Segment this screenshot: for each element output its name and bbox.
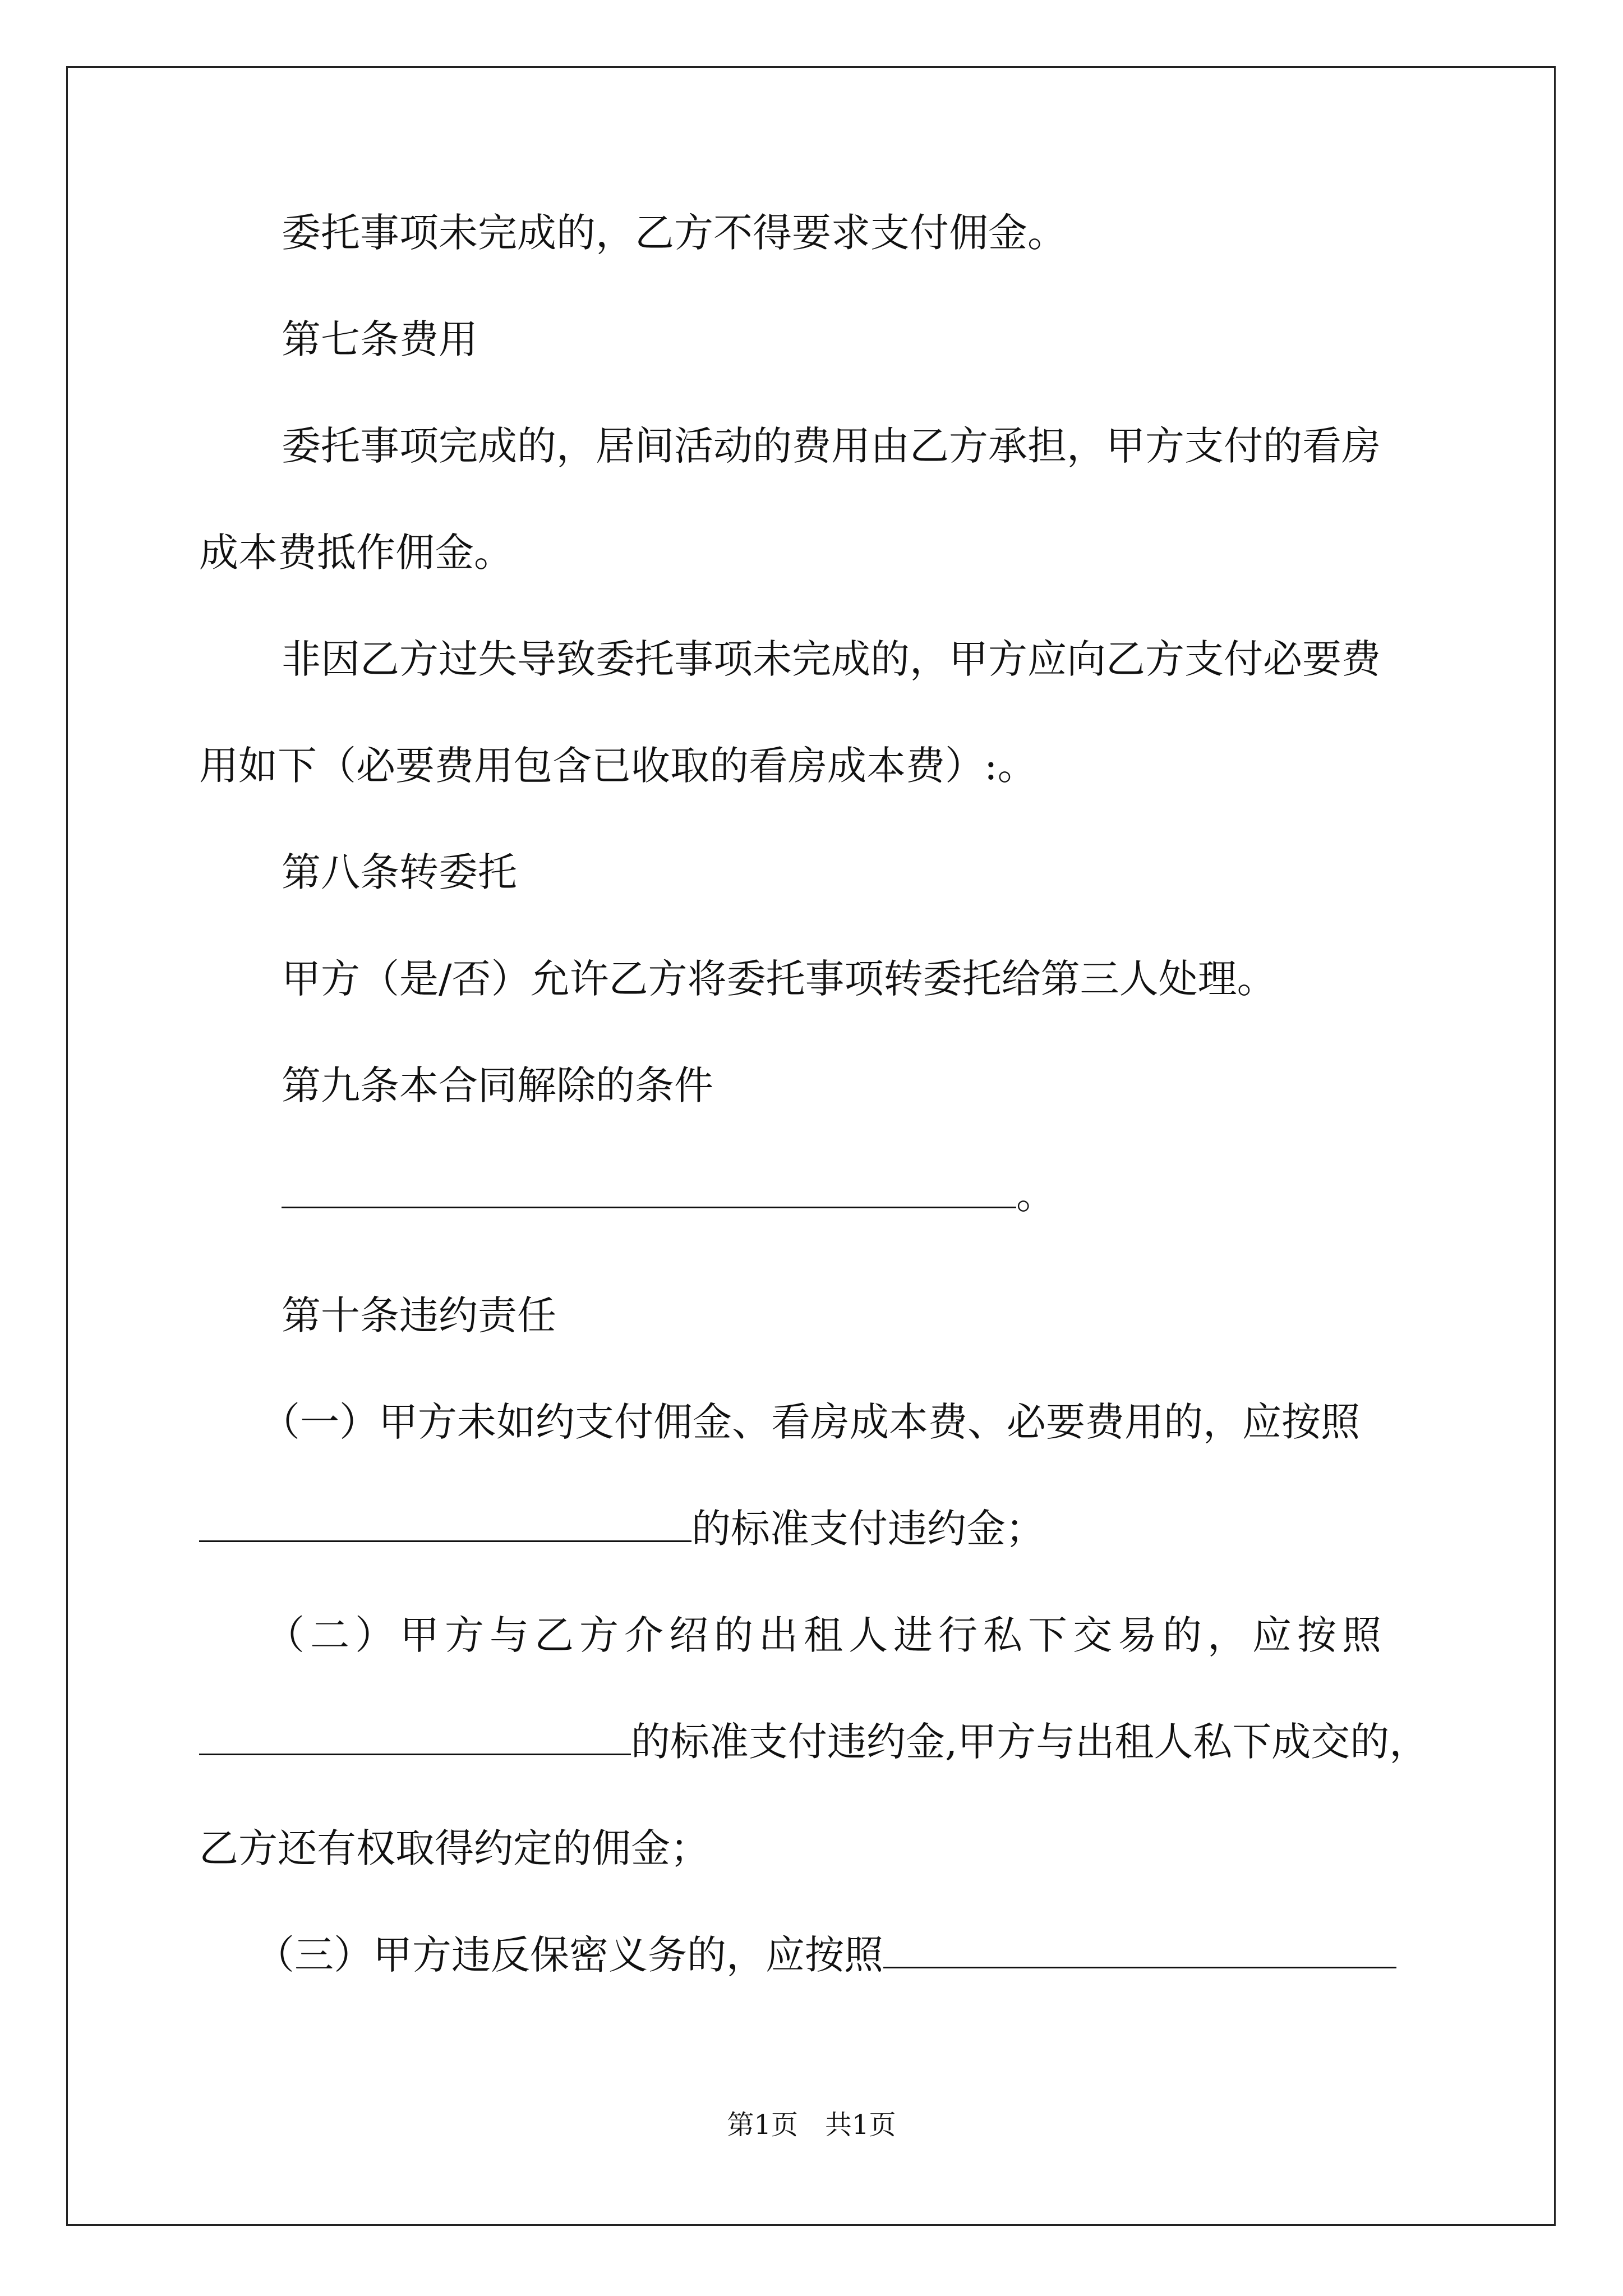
section-heading: 第七条费用 xyxy=(282,316,478,362)
paragraph-line: （二）甲方与乙方介绍的出租人进行私下交易的，应按照 xyxy=(265,1612,1387,1658)
blank-underline xyxy=(883,1932,1396,1968)
paragraph-line: （一）甲方未如约支付佣金、看房成本费、必要费用的，应按照 xyxy=(261,1399,1360,1445)
paragraph-line: 用如下（必要费用包含已收取的看房成本费）:。 xyxy=(199,743,1037,789)
blank-underline xyxy=(199,1719,631,1755)
page-number-footer: 第1页 共1页 xyxy=(727,2109,896,2141)
blank-underline xyxy=(199,1506,691,1542)
fill-in-line: 的标准支付违约金,甲方与出租人私下成交的， xyxy=(199,1717,1428,1767)
page-border xyxy=(66,66,1556,2226)
fill-in-line: （三）甲方违反保密义务的，应按照 xyxy=(199,1930,1396,1980)
paragraph-line: 甲方（是/否）允许乙方将委托事项转委托给第三人处理。 xyxy=(282,956,1276,1002)
section-heading: 第九条本合同解除的条件 xyxy=(282,1062,713,1108)
paragraph-line: 成本费抵作佣金。 xyxy=(199,530,513,576)
section-heading: 第八条转委托 xyxy=(282,849,517,895)
section-heading: 第十条违约责任 xyxy=(282,1292,556,1338)
blank-underline xyxy=(282,1172,1016,1208)
fill-in-line: 。 xyxy=(199,1170,1055,1220)
paragraph-line: 乙方还有权取得约定的佣金； xyxy=(199,1825,709,1871)
paragraph-line: 委托事项完成的，居间活动的费用由乙方承担，甲方支付的看房 xyxy=(282,423,1381,469)
fill-in-line: 的标准支付违约金； xyxy=(199,1503,1045,1554)
paragraph-line: 委托事项未完成的，乙方不得要求支付佣金。 xyxy=(282,210,1067,256)
paragraph-line: 非因乙方过失导致委托事项未完成的，甲方应向乙方支付必要费 xyxy=(282,636,1381,682)
